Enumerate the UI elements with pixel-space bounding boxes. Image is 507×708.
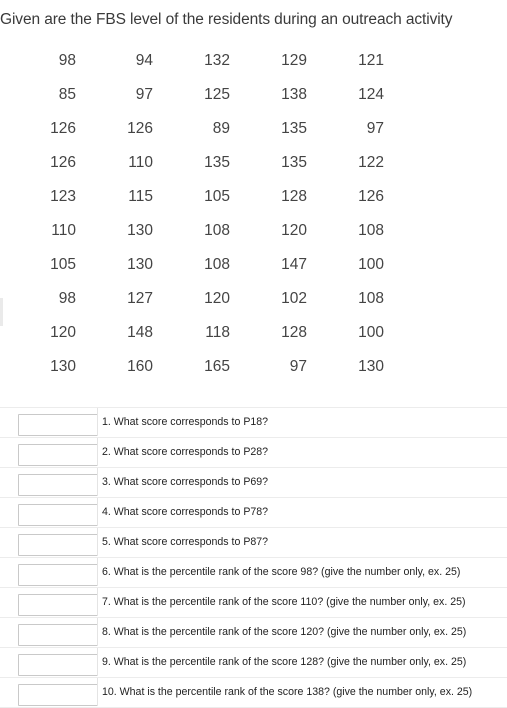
table-cell: 108 (204, 222, 230, 239)
table-cell: 128 (281, 324, 307, 341)
answer-input-6[interactable] (18, 564, 98, 586)
table-cell: 165 (204, 358, 230, 375)
table-row (8, 78, 393, 112)
question-row-1 (0, 407, 507, 437)
table-cell: 118 (205, 324, 230, 341)
answer-input-7[interactable] (18, 594, 98, 616)
table-cell: 105 (50, 256, 76, 273)
question-row-2 (0, 437, 507, 467)
table-cell: 110 (128, 154, 153, 171)
question-text-8: 8. What is the percentile rank of the score 120? (give the number only, ex. 25) (97, 618, 466, 646)
table-cell: 130 (50, 358, 76, 375)
table-cell: 127 (127, 290, 153, 307)
table-cell: 97 (135, 86, 153, 103)
table-cell: 135 (204, 154, 230, 171)
table-cell: 130 (358, 358, 384, 375)
answer-input-2[interactable] (18, 444, 98, 466)
question-text-9: 9. What is the percentile rank of the score 128? (give the number only, ex. 25) (97, 648, 466, 676)
answer-input-9[interactable] (18, 654, 98, 676)
question-text-1: 1. What score corresponds to P18? (97, 408, 268, 436)
question-row-8 (0, 617, 507, 647)
table-cell: 124 (358, 86, 384, 103)
answer-input-1[interactable] (18, 414, 98, 436)
question-row-7 (0, 587, 507, 617)
table-cell: 115 (128, 188, 153, 205)
table-cell: 105 (204, 188, 230, 205)
table-row (8, 112, 393, 146)
question-text-4: 4. What score corresponds to P78? (97, 498, 268, 526)
table-cell: 129 (281, 52, 307, 69)
fbs-data-table (8, 44, 393, 384)
table-cell: 85 (58, 86, 76, 103)
page-title: Given are the FBS level of the residents during an outreach activity (0, 11, 453, 28)
table-cell: 135 (281, 154, 307, 171)
table-row (8, 146, 393, 180)
question-list (0, 407, 507, 708)
table-cell: 98 (58, 52, 76, 69)
table-cell: 148 (127, 324, 153, 341)
question-row-6 (0, 557, 507, 587)
table-cell: 120 (281, 222, 307, 239)
answer-input-4[interactable] (18, 504, 98, 526)
table-cell: 130 (127, 256, 153, 273)
table-cell: 126 (127, 120, 153, 137)
question-row-9 (0, 647, 507, 677)
table-cell: 138 (281, 86, 307, 103)
question-text-6: 6. What is the percentile rank of the score 98? (give the number only, ex. 25) (97, 558, 460, 586)
table-cell: 120 (50, 324, 76, 341)
table-cell: 125 (204, 86, 230, 103)
table-cell: 120 (204, 290, 230, 307)
table-row (8, 282, 393, 316)
table-cell: 130 (127, 222, 153, 239)
table-row (8, 316, 393, 350)
question-row-10 (0, 677, 507, 708)
left-edge-accent (0, 298, 3, 326)
question-text-10: 10. What is the percentile rank of the score 138? (give the number only, ex. 25) (97, 678, 472, 706)
answer-input-5[interactable] (18, 534, 98, 556)
table-cell: 121 (358, 52, 384, 69)
answer-input-3[interactable] (18, 474, 98, 496)
table-cell: 89 (212, 120, 230, 137)
table-cell: 135 (281, 120, 307, 137)
table-cell: 126 (358, 188, 384, 205)
table-row (8, 248, 393, 282)
table-cell: 160 (127, 358, 153, 375)
table-cell: 108 (204, 256, 230, 273)
table-cell: 100 (358, 324, 384, 341)
question-row-4 (0, 497, 507, 527)
table-cell: 102 (281, 290, 307, 307)
table-cell: 122 (358, 154, 384, 171)
table-cell: 110 (51, 222, 76, 239)
table-cell: 100 (358, 256, 384, 273)
table-cell: 126 (50, 120, 76, 137)
question-row-3 (0, 467, 507, 497)
table-cell: 97 (366, 120, 384, 137)
answer-input-10[interactable] (18, 684, 98, 706)
table-cell: 108 (358, 290, 384, 307)
table-row (8, 214, 393, 248)
table-cell: 123 (50, 188, 76, 205)
table-cell: 147 (281, 256, 307, 273)
question-text-3: 3. What score corresponds to P69? (97, 468, 268, 496)
table-cell: 132 (204, 52, 230, 69)
table-cell: 97 (289, 358, 307, 375)
question-text-7: 7. What is the percentile rank of the score 110? (give the number only, ex. 25) (97, 588, 466, 616)
question-text-2: 2. What score corresponds to P28? (97, 438, 268, 466)
table-cell: 128 (281, 188, 307, 205)
table-row (8, 180, 393, 214)
table-row (8, 350, 393, 384)
answer-input-8[interactable] (18, 624, 98, 646)
question-text-5: 5. What score corresponds to P87? (97, 528, 268, 556)
table-cell: 98 (58, 290, 76, 307)
table-cell: 126 (50, 154, 76, 171)
table-cell: 108 (358, 222, 384, 239)
table-row (8, 44, 393, 78)
table-cell: 94 (135, 52, 153, 69)
question-row-5 (0, 527, 507, 557)
